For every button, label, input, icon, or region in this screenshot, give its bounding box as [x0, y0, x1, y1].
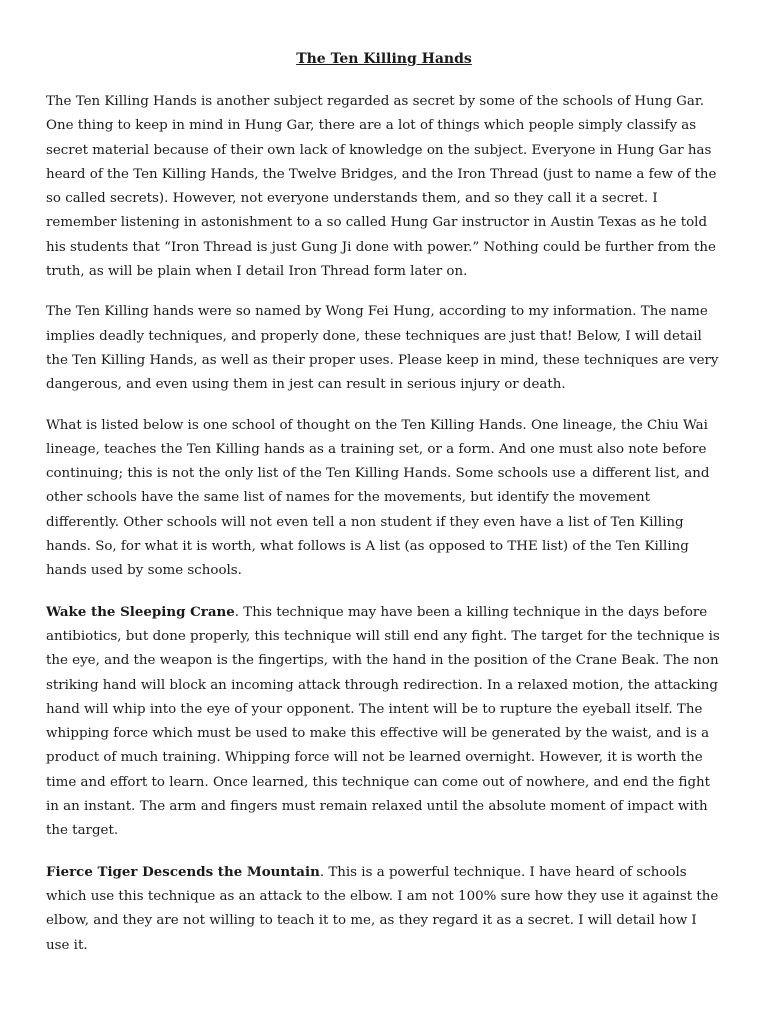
- paragraph-lineage: [46, 414, 722, 584]
- paragraph-text: The Ten Killing Hands is another subject regarded as secret by some of the schools of Hung Gar. One thing to keep in mind in Hung Gar, there are a lot of things which people simply classify as secret material because of their own lack of knowledge on the subject. Everyone in Hung Gar has heard of the Ten Killing Hands, the Twelve Bridges, and the Iron Thread (just to name a few of the so called secrets). However, not everyone understands them, and so they call it a secret. I remember listening in astonishment to a so called Hung Gar instructor in Austin Texas as he told his students that “Iron Thread is just Gung Ji done with power.” Nothing could be further from the truth, as will be plain when I detail Iron Thread form later on.: [46, 94, 717, 280]
- paragraph-text: The Ten Killing hands were so named by Wong Fei Hung, according to my information. The name implies deadly techniques, and properly done, these techniques are just that! Below, I will detail the Ten Killing Hands, as well as their proper uses. Please keep in mind, these techniques are very dangerous, and even using them in jest can result in serious injury or death.: [46, 304, 719, 393]
- paragraph-fierce-tiger: [46, 860, 722, 958]
- paragraph-wake-the-sleeping-crane: [46, 600, 722, 844]
- technique-heading: Fierce Tiger Descends the Mountain: [46, 863, 320, 880]
- paragraph-text: What is listed below is one school of thought on the Ten Killing Hands. One lineage, the Chiu Wai lineage, teaches the Ten Killing hands as a training set, or a form. And one must also note before continuing; this is not the only list of the Ten Killing Hands. Some schools use a different list, and other schools have the same list of names for the movements, but identify the movement differently. Other schools will not even tell a non student if they even have a list of Ten Killing hands. So, for what it is worth, what follows is A list (as opposed to THE list) of the Ten Killing hands used by some schools.: [46, 417, 710, 579]
- technique-heading: Wake the Sleeping Crane: [46, 603, 235, 620]
- paragraph-intro: [46, 90, 722, 284]
- paragraph-text: . This is a powerful technique. I have heard of schools which use this technique as an attack to the elbow. I am not 100% sure how they use it against the elbow, and they are not willing to teach it to me, as they regard it as a secret. I will detail how I use it.: [46, 864, 719, 953]
- paragraph-naming: [46, 300, 722, 397]
- document-title: The Ten Killing Hands: [296, 51, 472, 67]
- paragraph-text: . This technique may have been a killing technique in the days before antibiotics, but done properly, this technique will still end any fight. The target for the technique is the eye, and the weapon is the fingertips, with the hand in the position of the Crane Beak. The non striking hand will block an incoming attack through redirection. In a relaxed motion, the attacking hand will whip into the eye of your opponent. The intent will be to rupture the eyeball itself. The whipping force which must be used to make this effective will be generated by the waist, and is a product of much training. Whipping force will not be learned overnight. However, it is worth the time and effort to learn. Once learned, this technique can come out of nowhere, and end the fight in an instant. The arm and fingers must remain relaxed until the absolute moment of impact with the target.: [46, 604, 720, 839]
